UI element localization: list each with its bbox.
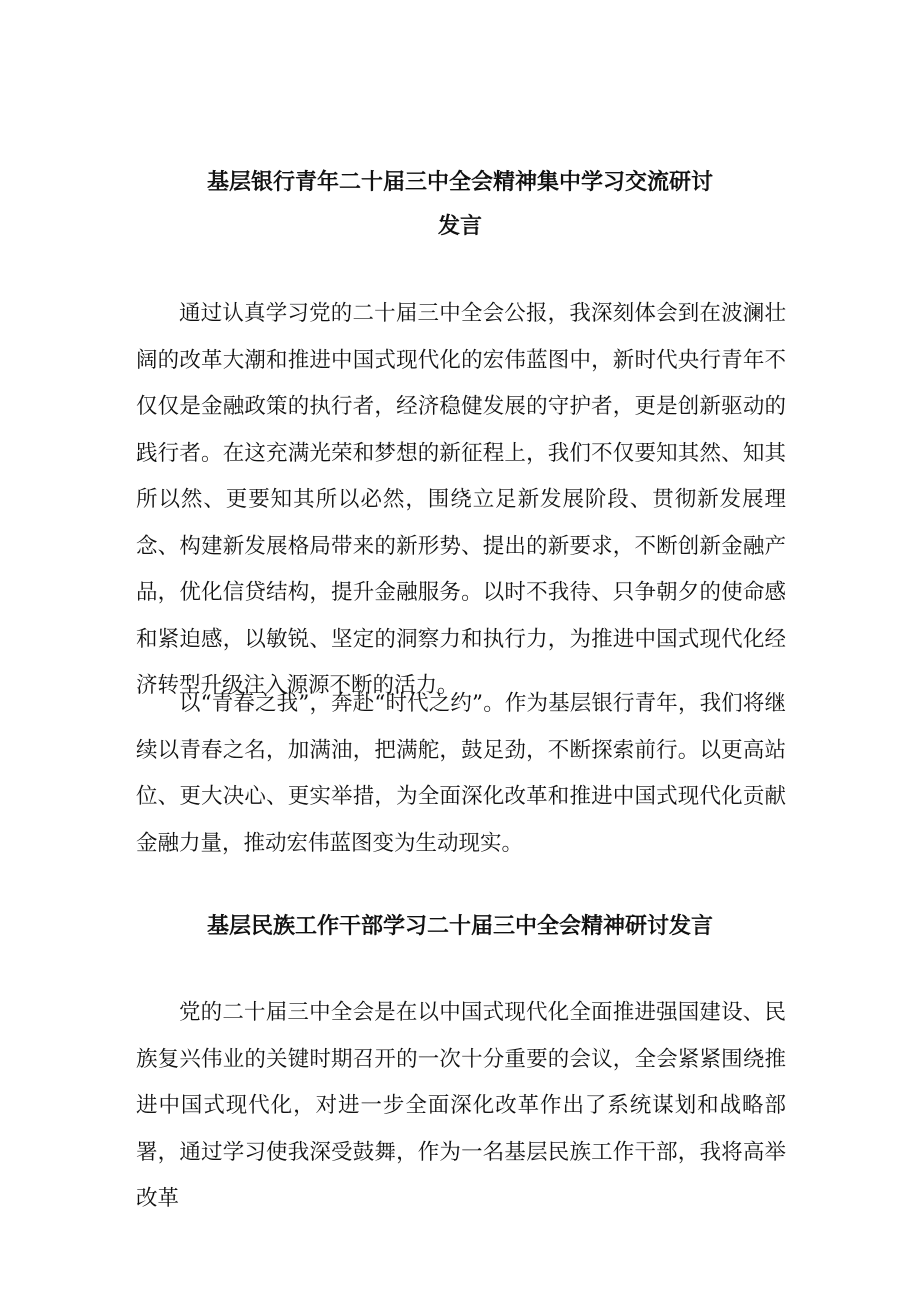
section-2-title: 基层民族工作干部学习二十届三中全会精神研讨发言	[206, 913, 713, 939]
section-1-paragraph-1: 通过认真学习党的二十届三中全会公报，我深刻体会到在波澜壮阔的改革大潮和推进中国式现代化的宏伟蓝图中，新时代央行青年不仅仅是金融政策的执行者，经济稳健发展的守护者，更是创新驱动的践行者。在这充满光荣和梦想的新征程上，我们不仅要知其然、知其所以然、更要知其所以必然，围绕立足新发展阶段、贯彻新发展理念、构建新发展格局带来的新形势、提出的新要求，不断创新金融产品，优化信贷结构，提升金融服务。以时不我待、只争朝夕的使命感和紧迫感，以敏锐、坚定的洞察力和执行力，为推进中国式现代化经济转型升级注入源源不断的活力。	[136, 301, 786, 698]
section-1-title-line-1: 基层银行青年二十届三中全会精神集中学习交流研讨	[206, 169, 713, 195]
section-2-paragraph-1: 党的二十届三中全会是在以中国式现代化全面推进强国建设、民族复兴伟业的关键时期召开的一次十分重要的会议，全会紧紧围绕推进中国式现代化，对进一步全面深化改革作出了系统谋划和战略部署，通过学习使我深受鼓舞，作为一名基层民族工作干部，我将高举改革	[136, 1000, 786, 1211]
section-1-title	[120, 160, 800, 248]
section-1-title-line-2: 发言	[437, 213, 482, 239]
section-1-paragraph-2: 以“青春之我”，奔赴“时代之约”。作为基层银行青年，我们将继续以青春之名，加满油，把满舵，鼓足劲，不断探索前行。以更高站位、更大决心、更实举措，为全面深化改革和推进中国式现代化贡献金融力量，推动宏伟蓝图变为生动现实。	[136, 691, 786, 856]
